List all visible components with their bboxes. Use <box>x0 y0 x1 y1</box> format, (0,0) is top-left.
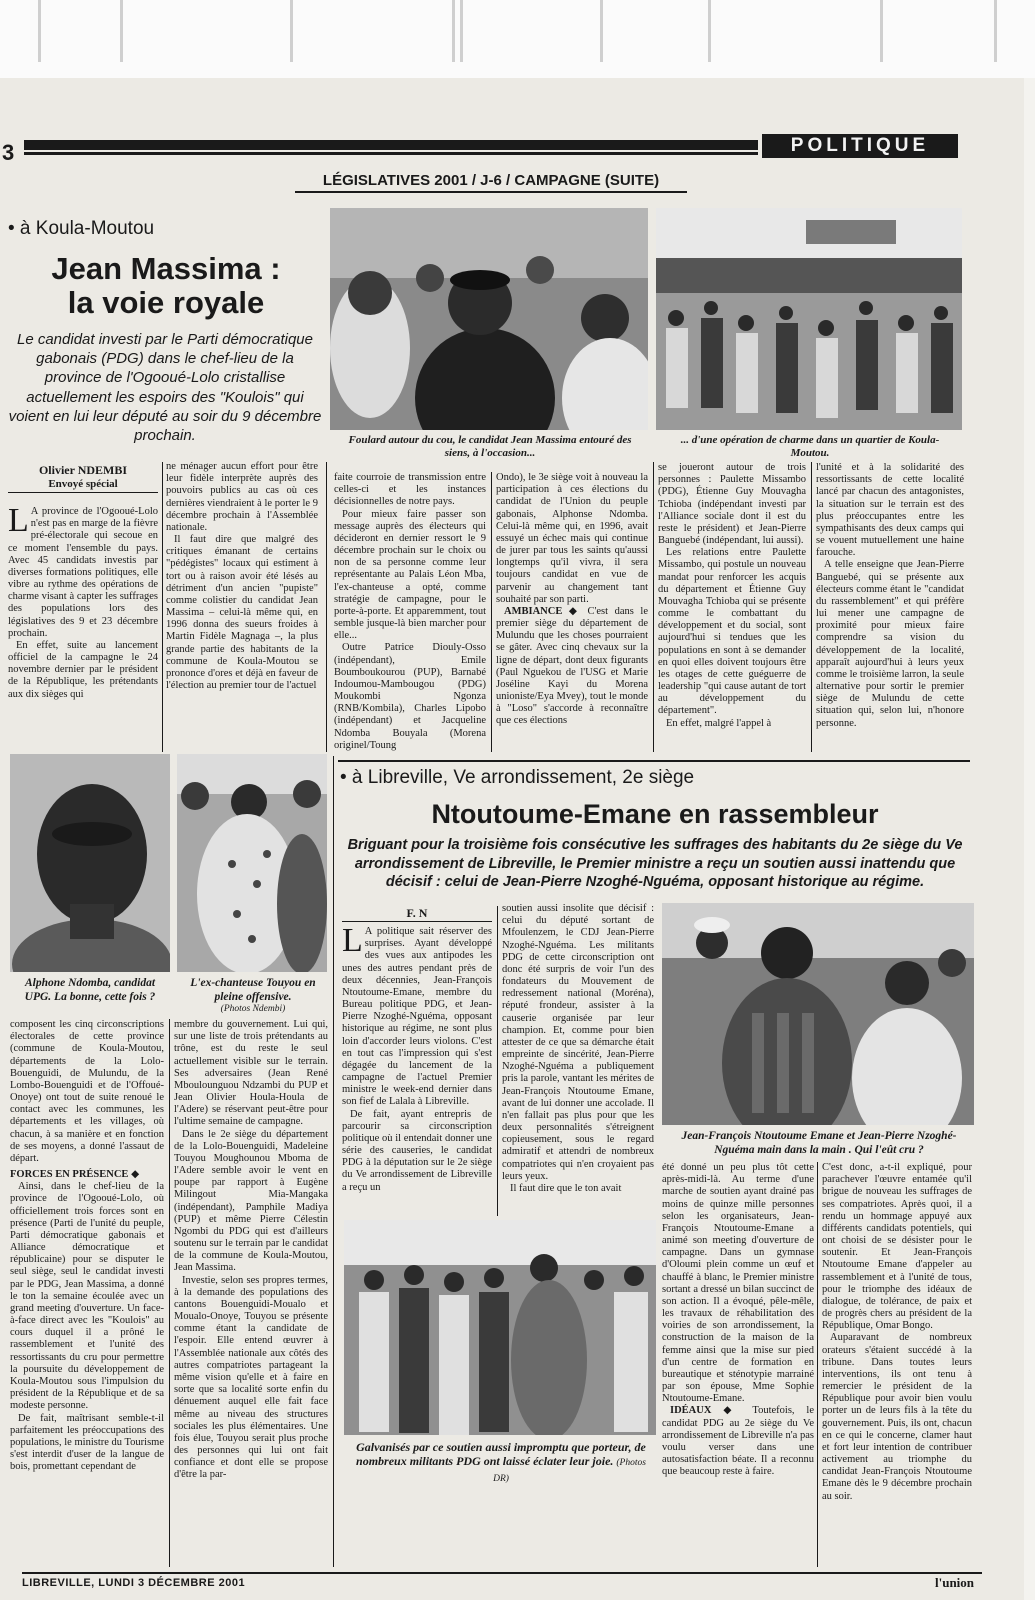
paragraph: Il faut dire que le ton avait <box>510 1182 622 1194</box>
article1-title-line2: la voie royale <box>67 285 265 320</box>
article1-author-role: Envoyé spécial <box>48 478 118 490</box>
header-rule-thin <box>24 152 758 155</box>
paragraph: Ainsi, dans le chef-lieu de la province de l'Ogooué-Lolo, où officiellement trois forces sont en présence (Parti de l'unité du peuple, Parti démocratique gabonais et Alliance démocratique et républicaine) pour se disputer le seul siège, seul le candidat investi par le PDG, Jean Massima, a donné le ton la semaine écoulée avec un grand meeting d'ouverture. Un face-à-face direct avec les "Koulois" au cours duquel il a prôné le rassemblement et l'unité des ressortissants du cru pour permettre la poursuite du développement de Koula-Moutou sous l'impulsion du président de la République et de sa modeste personne. <box>10 1181 164 1412</box>
column-rule <box>653 462 654 752</box>
article2-chapo: Briguant pour la troisième fois consécutive les suffrages des habitants du 2e siège du Ve arrondissement de Libreville, le Premier ministre a reçu un soutien aussi inattendu que décisif : celui de Jean-Pierre Nzoghé-Nguéma, opposant historique au régime. <box>347 837 963 891</box>
article1-byline <box>8 463 158 493</box>
paragraph: A province de l'Ogooué-Lolo n'est pas en marge de la fièvre pré-électorale qui secoue en ce moment l'ensemble du pays. Avec 45 candidats investis par diverses formations politiques, elle vibre au rythme des opérations de charme visant à capter les suffrages des populations lors des législatives des 9 et 23 décembre prochain. <box>8 506 158 639</box>
column-rule <box>169 1019 170 1567</box>
paragraph: composent les cinq circonscriptions électorales de cette province (commune de Koula-Moutou, départements de la Lolo-Bouenguidi, de Mulundu, de la Lombo-Bouenguidi et de l'Offoué-Onoye) ont tout de suite renoué le contact avec les communes, les départements et les villages, où chacun, à sa manière et en fonction de ses moyens, a donné l'assaut de départ. <box>10 1019 164 1164</box>
paragraph: Les relations entre Paulette Missambo, qui postule un nouveau mandat pour renforcer les acquis du département et Étienne Guy Mouvagha Tchioba qui se présente comme le combattant du développement et du social, sont aujourd'hui si tendues que les populations en sont à se demander en quoi elles doivent toujours être les otages de cette guéguerre de leadership "qui cause autant de tort au développement du département". <box>658 547 806 717</box>
paragraph: Ondo), le 3e siège voit à nouveau la participation à ces élections du candidat de l'Union du peuple gabonais, Alphonse Ndomba. Celui-là même qui, en 1996, avait essuyé un échec mais qui continue de jurer par tous les saints qu'aussi longtemps qu'il vivra, il sera toujours candidat en vue de parvenir au changement tant souhaité par son parti. <box>496 472 648 605</box>
paragraph: se joueront autour de trois personnes : Paulette Missambo (PDG), Étienne Guy Mouvagha Tchioba (indépendant investi par l'Alliance sociale dont il est du reste le président) et Jean-Pierre Banguebé (indépendant, lui aussi). <box>658 462 806 547</box>
article1-lower-column-2 <box>174 1019 328 1567</box>
article2-column-4 <box>822 1162 972 1567</box>
photo-militants-pdg-caption <box>354 1440 648 1485</box>
photo-alphone-ndomba <box>10 754 170 972</box>
section-title: POLITIQUE <box>762 134 958 158</box>
paragraph: soutien aussi insolite que décisif : celui du député sortant de Mfoulenzem, le CDJ Jean-Pierre Nzoghé-Nguéma. Les militants PDG de cette circonscription ont donc été surpris de voir l'un des fondateurs du Mouvement de redressement national (Moréna), réputé frondeur, assister à la causerie organisée par leur champion. Et, comme pour bien attester de ce que sa démarche était empreinte de sincérité, Jean-Pierre Nzoghé-Nguéma a publiquement pris la parole, vantant les mérites de Jean-François Ntoutoume Emane, avant de lui donner une accolade. Il n'en fallait pas plus pour que les deux personnalités s'étreignent copieusement, sous le regard admiratif et attendri de nombreux compatriotes qui n'en croyaient pas leurs yeux. <box>502 903 654 1182</box>
photo-crowd-art <box>656 208 962 430</box>
column-rule <box>817 1162 818 1567</box>
paragraph: Pour mieux faire passer son message auprès des électeurs qui décideront en dernier ressort le 9 décembre prochain sur le choix ou non de sa personne comme leur représentante au Palais Léon Mba, l'ex-chanteuse a opté, comme stratégie de campagne, pour le porte-à-porte. Et apparemment, tout semble jusque-là bien marcher pour elle... <box>334 508 486 642</box>
article1-column-6 <box>816 462 964 752</box>
paragraph: Dans le 2e siège du département de la Lolo-Bouenguidi, Madeleine Touyou Moughounou Mboma de l'Adere semble avoir le vent en poupe par rapport à Eugène Milingout Mia-Mangaka (indépendant), Pamphile Madiya (PUP) et même Pierre Célestin Ngombi du PDG qui est d'ailleurs soutenu sur le terrain par le candidat de la commune de Koula-Moutou, Jean Massima. <box>174 1128 328 1274</box>
newspaper-name: l'union <box>935 1575 975 1590</box>
photo-jean-massima <box>330 208 648 430</box>
column-rule <box>491 472 492 752</box>
paragraph: Auparavant de nombreux orateurs s'étaient succédé à la tribune. Dans toutes leurs interventions, ils ont tenu à remercier le président de la République pour avoir bien voulu porter un de leurs fils à la tête du gouvernement. Puis, ils ont, chacun en ce qui le concerne, clamer haut et fort leur intention de contribuer activement au triomphe du candidat Jean-François Ntoutoume Emane dès le 9 décembre prochain au soir. <box>822 1332 972 1502</box>
subhead-forces: FORCES EN PRÉSENCE ◆ <box>10 1169 140 1181</box>
article2-kicker: • à Libreville, Ve arrondissement, 2e siège <box>340 767 695 788</box>
photo-militants-pdg <box>344 1220 656 1435</box>
photo-crowd-caption: ... d'une opération de charme dans un quartier de Koula-Moutou. <box>680 434 940 460</box>
article1-column-2 <box>166 461 318 751</box>
photo-touyou <box>177 754 327 972</box>
paragraph: En effet, suite au lancement officiel de la campagne le 24 novembre dernier par le président de la République, les prétendants aux dix sièges qui <box>8 639 158 700</box>
photo-touyou-credit: (Photos Ndembi) <box>220 1004 286 1014</box>
article2-column-1 <box>342 926 492 1216</box>
rubrique-title: LÉGISLATIVES 2001 / J-6 / CAMPAGNE (SUITE) <box>295 172 687 193</box>
paragraph: De fait, maîtrisant semble-t-il parfaitement les préoccupations des populations, le ministre du Tourisme s'est interdit d'user de la langue de bois, promettant cependant de <box>10 1412 164 1473</box>
article1-column-5 <box>658 462 806 752</box>
article1-title-line1: Jean Massima : <box>51 251 281 286</box>
column-rule <box>326 462 327 752</box>
article1-column-4 <box>496 472 648 752</box>
photo-alphone-ndomba-caption: Alphone Ndomba, candidat UPG. La bonne, cette fois ? <box>24 977 156 1003</box>
article1-chapo: Le candidat investi par le Parti démocratique gabonais (PDG) dans le chef-lieu de la province de l'Ogooué-Lolo cristallise actuellement les espoirs des "Koulois" qui voient en lui leur député au soir du 9 décembre prochain. <box>8 331 322 444</box>
paragraph: Toutefois, le candidat PDG au 2e siège du Ve arrondissement de Libreville n'a pas voulu verser dans une autosatisfaction béate. Il a reconnu que beaucoup reste à faire. <box>662 1405 814 1478</box>
column-rule <box>497 906 498 1216</box>
paragraph: A telle enseigne que Jean-Pierre Banguebé, qui se présente aux électeurs comme étant le "candidat du rassemblement" et qui préfère lui mener une campagne de proximité pour mieux faire comprendre sa vision du développement de la localité, apparaît aujourd'hui à leurs yeux comme le troisième larron, la seule alternative pour sortir le premier siège de Mulundu de cette situation qui, selon lui, n'honore personne. <box>816 559 964 729</box>
article1-title <box>10 252 322 320</box>
article1-author: Olivier NDEMBI <box>38 463 128 477</box>
photo-ntoutoume-nzoghe <box>662 903 974 1125</box>
paragraph: ne ménager aucun effort pour être leur fidèle interprète auprès des pouvoirs publics au cas où ces dernières viendraient à le porter le 9 décembre prochain à l'Assemblée nationale. <box>166 461 318 533</box>
photo-jean-massima-caption: Foulard autour du cou, le candidat Jean Massima entouré des siens, à l'occasion... <box>348 434 632 460</box>
paragraph: été donné un peu plus tôt cette après-midi-là. Au terme d'une marche de soutien ayant drainé pas moins de quinze mille personnes selon les organisateurs, Jean-François Ntoutoume-Emane a animé son meeting d'ouverture de campagne. Dans un gymnase d'Oloumi plein comme un œuf et chauffé à blanc, le Premier ministre sortant a dressé un bilan succinct de son action. Il a évoqué, pêle-mêle, les travaux de réhabilitation des voiries de son arrondissement, la construction de la maison de la femme ainsi que la mise sur pied d'un centre de formation en bureautique et sténotypie marrainé par son épouse, Mme Sophie Ntoutoume-Emane. <box>662 1162 814 1405</box>
article2-top-rule <box>338 760 970 762</box>
dropcap: L <box>8 506 29 539</box>
paragraph: Il faut dire que malgré des critiques émanant de certains "pédégistes" locaux qui estiment à tort ou à raison avoir été lésés au détriment d'un ancien "pupiste" comme colistier du candidat Jean Massima – celui-là même qui, en 1996 donna des sueurs froides à Martin Fidèle Magnaga –, la plus grande partie des habitants de la commune de Koula-Moutou se prononce d'ores et déjà en faveur de l'élection au premier tour de l'actuel <box>166 534 318 692</box>
footer-dateline: LIBREVILLE, LUNDI 3 DÉCEMBRE 2001 <box>22 1577 246 1589</box>
photo-touyou-caption: L'ex-chanteuse Touyou en pleine offensive. <box>190 977 316 1003</box>
article2-title: Ntoutoume-Emane en rassembleur <box>431 799 879 829</box>
paragraph: Investie, selon ses propres termes, à la demande des populations des cantons Bouenguidi-Moualo et Moualo-Onoye, Touyou se présente comme étant la candidate de l'espoir. Elle entend œuvrer à l'Assemblée nationale aux côtés des autres compatriotes partageant la même vision qu'elle et à faire en sorte que sa localité sorte enfin du dénuement auquel elle fait face même au niveau des structures sociales les plus élémentaires. Une fois élue, Touyou serait plus proche des personnes qui lui ont fait confiance et dont elle se propose d'être la par- <box>174 1274 328 1481</box>
paragraph: C'est donc, a-t-il expliqué, pour parachever l'œuvre entamée qu'il brigue de nouveau les suffrages de ses compatriotes. Après quoi, il a rendu un hommage appuyé aux différents candidats potentiels, qui ont choisi de se désister pour le soutenir. Et Jean-François Ntoutoume Emane d'appeler au rassemblement et à l'unité de tous, pour le triomphe des idéaux de dialogue, de tolérance, de paix et de progrès chers au président de la République, Omar Bongo. <box>822 1162 972 1332</box>
subhead-ambiance: AMBIANCE ◆ <box>504 605 581 617</box>
paragraph: En effet, malgré l'appel à <box>666 717 772 729</box>
column-rule <box>811 462 812 752</box>
paragraph: De fait, ayant entrepris de parcourir sa circonscription politique où il entendait donner une série des causeries, le candidat PDG à la députation sur le 2e siège du Ve arrondissement de Libreville a reçu un <box>342 1108 492 1193</box>
header-rule <box>24 140 758 150</box>
article1-column-3 <box>334 472 486 752</box>
photo-crowd-koula-moutou <box>656 208 962 430</box>
column-rule <box>162 462 163 752</box>
footer-rule <box>22 1572 982 1574</box>
subhead-ideaux: IDÉAUX ◆ <box>670 1405 741 1417</box>
paragraph: l'unité et à la solidarité des ressortissants de cette localité lancé par chacun des antagonistes, la situation sur le terrain est des plus préoccupantes entre les sympathisants des deux camps qui se vouent mutuellement une haine farouche. <box>816 462 964 559</box>
dropcap: L <box>342 926 363 959</box>
paragraph: Outre Patrice Diouly-Osso (indépendant), Emile Boumboukourou (PUP), Barnabé Indoumou-Mambougou (PDG) Moukombi Ngonza (RNB/Kombila), Charles Lipobo (indépendant) et Jacqueline Ndomba Bouyala (Morena originel/Toung <box>334 642 486 751</box>
photo-militants-pdg-credit: (Photos DR) <box>493 1458 646 1484</box>
photo-ntoutoume-nzoghe-art <box>662 903 974 1125</box>
scan-background <box>0 0 1035 78</box>
photo-militants-pdg-caption-text: Galvanisés par ce soutien aussi impromptu que porteur, de nombreux militants PDG ont laissé éclater leur joie. <box>356 1440 646 1469</box>
photo-militants-pdg-art <box>344 1220 656 1435</box>
article1-column-1 <box>8 506 158 751</box>
article2-column-3 <box>662 1162 814 1567</box>
article1-kicker: • à Koula-Moutou <box>8 218 155 239</box>
photo-jean-massima-art <box>330 208 648 430</box>
article1-lower-column-1 <box>10 1019 164 1567</box>
paragraph: C'est dans le premier siège du département de Mulundu que les choses pourraient se gâter. Avec cinq chevaux sur la ligne de départ, dont deux figurants (Paul Nguekou de l'USG et Marie Joséline Kayi du Morena unioniste/Eya Mvey), tout le monde à "Loso" s'accorde à reconnaître que ces élections <box>496 605 648 727</box>
paragraph: membre du gouvernement. Lui qui, sur une liste de trois prétendants au trône, est du reste le seul actuellement visible sur le terrain. Ses adversaires (Jean René Mboulounguou Ndzambi du PUP et Jean Olivier Houla-Houla de l'Adere) se réservant peut-être pour l'ultime semaine de campagne. <box>174 1019 328 1128</box>
article2-byline: F. N <box>342 906 492 922</box>
page-number: 3 <box>2 140 15 165</box>
paragraph: faite courroie de transmission entre celles-ci et les instances décisionnelles de notre pays. <box>334 472 486 508</box>
photo-alphone-ndomba-art <box>10 754 170 972</box>
article-separator <box>333 756 334 1567</box>
paragraph: A politique sait réserver des surprises. Ayant développé des vues aux antipodes les unes des autres pendant près de deux décennies, Jean-François Ntoutoume-Emane, membre du Bureau politique PDG, et Jean-Pierre Nzoghé-Nguéma, opposant historique au régime, ne sont plus loin d'accorder leurs violons. C'est en tout cas l'impression qui s'est dégagée du lancement de la campagne de l'actuel Premier ministre le week-end dernier dans son fief de Lalala à Libreville. <box>342 926 492 1108</box>
photo-touyou-art <box>177 754 327 972</box>
article2-column-2 <box>502 903 654 1215</box>
photo-ntoutoume-nzoghe-caption: Jean-François Ntoutoume Emane et Jean-Pierre Nzoghé-Nguéma main dans la main . Qui l'eût cru ? <box>681 1130 957 1156</box>
